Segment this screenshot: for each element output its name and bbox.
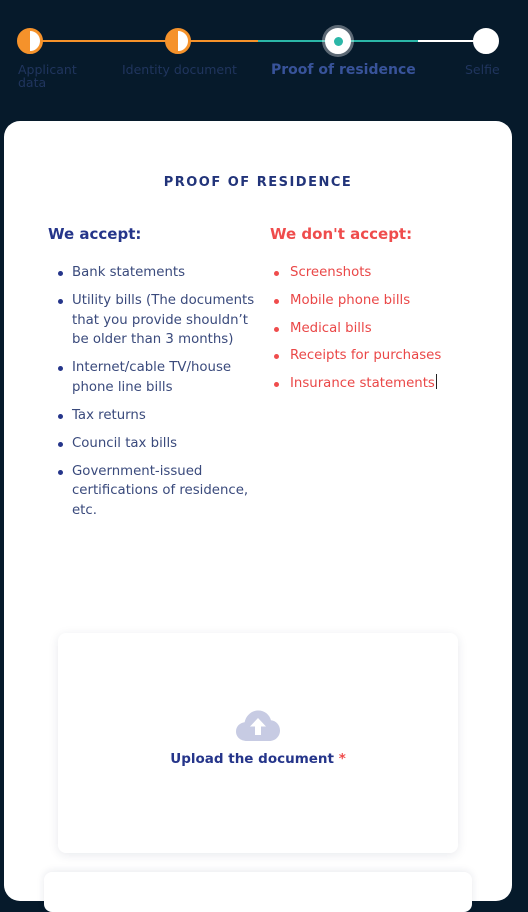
accepted-documents — [48, 225, 266, 529]
list-item — [270, 374, 490, 394]
list-item: Mobile phone bills — [270, 291, 490, 311]
step-label-selfie[interactable]: Selfie — [465, 62, 500, 77]
accepted-list — [48, 263, 266, 520]
step-dot-identity-document[interactable] — [165, 28, 191, 54]
accepted-heading: We accept: — [48, 225, 142, 243]
step-label-identity-document[interactable]: Identity document — [122, 62, 237, 77]
rejected-documents — [270, 225, 490, 402]
step-label-applicant-data[interactable]: Applicant data — [18, 62, 77, 90]
step-dot-proof-of-residence[interactable] — [325, 28, 351, 54]
list-item: Internet/cable TV/house phone line bills — [48, 358, 266, 397]
list-item: Tax returns — [48, 406, 266, 426]
list-item: Receipts for purchases — [270, 346, 490, 366]
rejected-list — [270, 263, 490, 394]
progress-stepper — [0, 0, 528, 121]
proof-of-residence-card — [4, 121, 512, 901]
next-upload-card[interactable] — [44, 872, 472, 912]
upload-document-dropzone[interactable] — [58, 633, 458, 853]
step-dot-selfie[interactable] — [473, 28, 499, 54]
required-marker: * — [338, 751, 346, 767]
rejected-heading: We don't accept: — [270, 225, 413, 243]
page-title: PROOF OF RESIDENCE — [163, 175, 353, 190]
step-label-proof-of-residence[interactable]: Proof of residence — [271, 62, 416, 78]
list-item: Bank statements — [48, 263, 266, 283]
step-dot-applicant-data[interactable] — [17, 28, 43, 54]
list-item: Screenshots — [270, 263, 490, 283]
list-item: Utility bills (The documents that you provide shouldn’t be older than 3 months) — [48, 291, 266, 350]
step-connector-1 — [30, 40, 178, 42]
upload-label[interactable] — [58, 751, 458, 767]
list-item: Government-issued certifications of residence, etc. — [48, 462, 266, 521]
list-item: Medical bills — [270, 319, 490, 339]
text-cursor — [436, 374, 437, 389]
list-item-text: Insurance statements — [290, 376, 435, 392]
cloud-upload-icon — [236, 709, 280, 743]
list-item: Council tax bills — [48, 434, 266, 454]
upload-label-text: Upload the document — [170, 751, 334, 767]
